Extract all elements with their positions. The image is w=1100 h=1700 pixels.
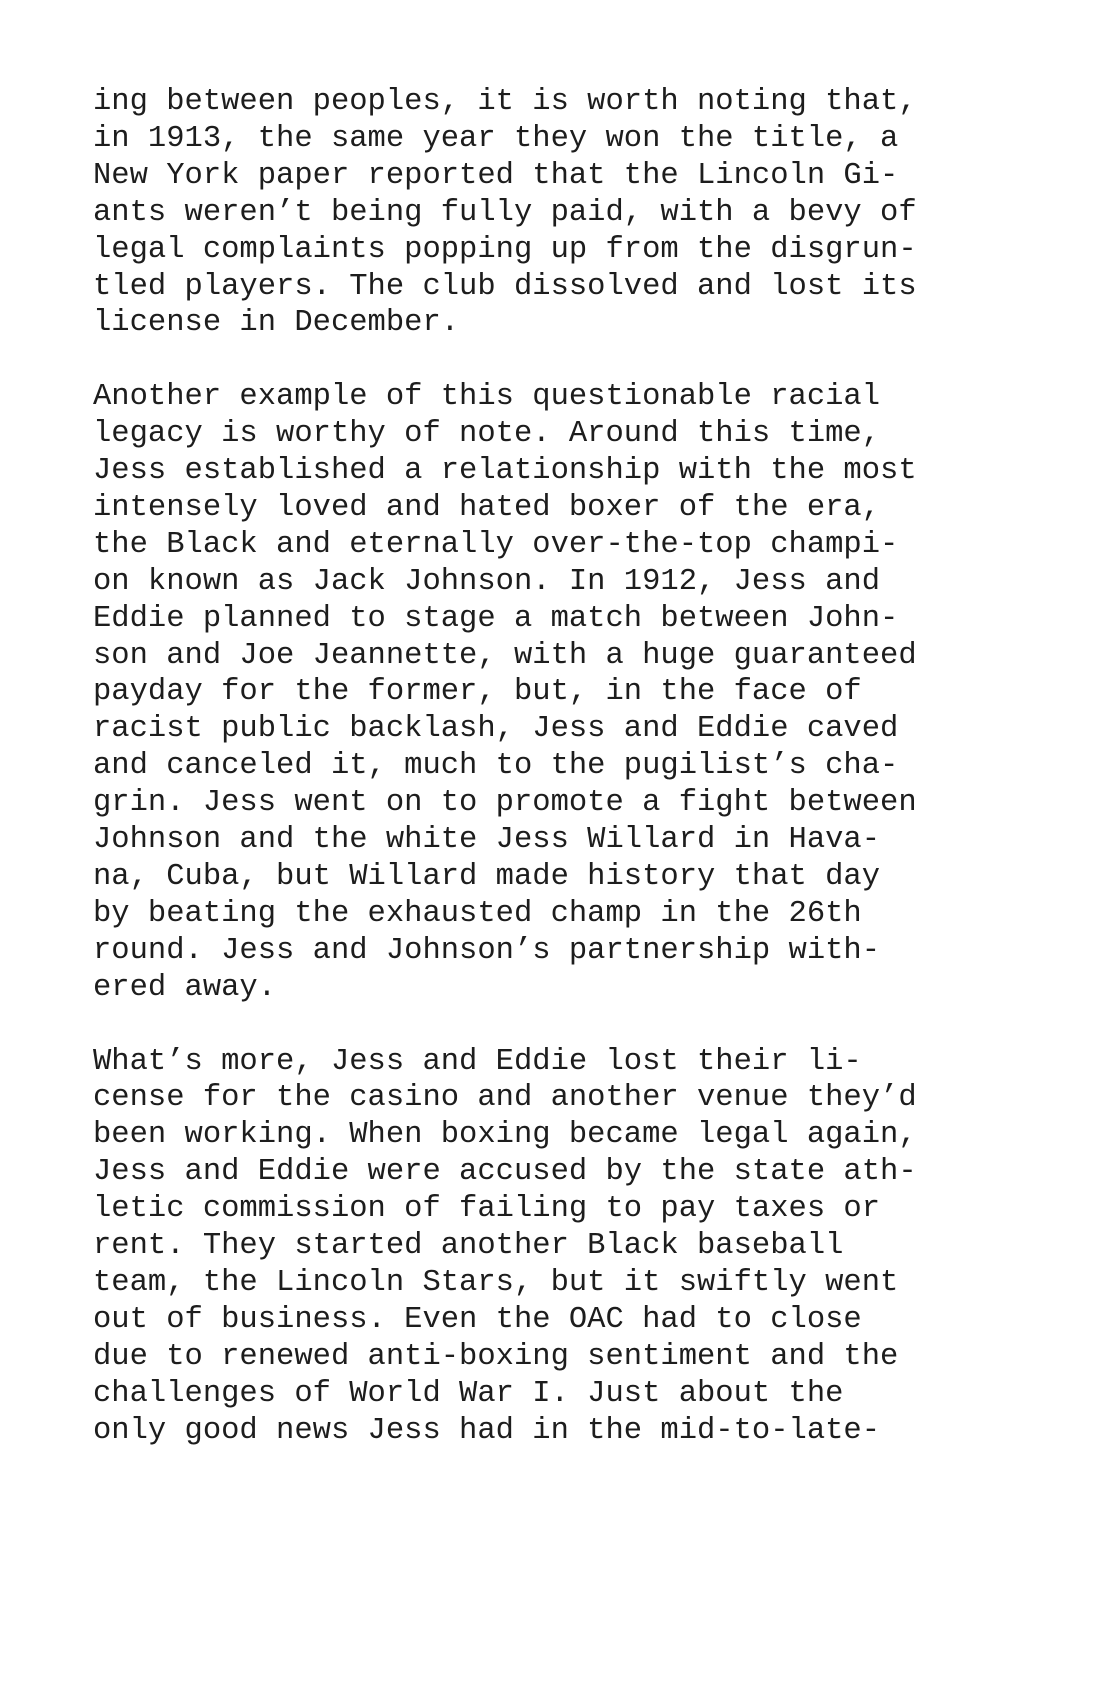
text-line: tled players. The club dissolved and lost its: [93, 269, 917, 304]
text-line: legal complaints popping up from the disgrun-: [93, 232, 917, 267]
text-line: legacy is worthy of note. Around this time,: [93, 417, 881, 452]
paragraph-2: [93, 379, 953, 1006]
text-line: challenges of World War I. Just about the: [93, 1376, 844, 1411]
text-line: on known as Jack Johnson. In 1912, Jess and: [93, 564, 881, 599]
text-line: cense for the casino and another venue they’d: [93, 1081, 917, 1116]
body-text: [93, 84, 953, 1486]
text-line: ants weren’t being fully paid, with a bevy of: [93, 195, 917, 230]
text-line: in 1913, the same year they won the title, a: [93, 121, 899, 156]
text-line: rent. They started another Black baseball: [93, 1229, 844, 1264]
text-line: What’s more, Jess and Eddie lost their li-: [93, 1044, 862, 1079]
text-line: Jess and Eddie were accused by the state ath-: [93, 1155, 917, 1190]
text-line: and canceled it, much to the pugilist’s cha-: [93, 749, 899, 784]
text-line: only good news Jess had in the mid-to-late-: [93, 1413, 881, 1448]
text-line: round. Jess and Johnson’s partnership with-: [93, 933, 881, 968]
text-line: racist public backlash, Jess and Eddie caved: [93, 712, 899, 747]
text-line: ing between peoples, it is worth noting that,: [93, 85, 917, 119]
text-line: team, the Lincoln Stars, but it swiftly went: [93, 1265, 899, 1300]
text-line: due to renewed anti-boxing sentiment and the: [93, 1339, 899, 1374]
text-line: ered away.: [93, 970, 277, 1005]
text-line: na, Cuba, but Willard made history that day: [93, 860, 881, 895]
text-line: license in December.: [93, 306, 460, 341]
text-line: by beating the exhausted champ in the 26th: [93, 896, 862, 931]
text-line: grin. Jess went on to promote a fight between: [93, 786, 917, 821]
text-line: Johnson and the white Jess Willard in Hava-: [93, 823, 881, 858]
text-line: letic commission of failing to pay taxes or: [93, 1192, 881, 1227]
text-line: the Black and eternally over-the-top champi-: [93, 527, 899, 562]
text-line: Eddie planned to stage a match between John-: [93, 601, 899, 636]
text-line: out of business. Even the OAC had to close: [93, 1302, 862, 1337]
text-line: Jess established a relationship with the most: [93, 454, 917, 489]
text-line: New York paper reported that the Lincoln Gi-: [93, 158, 899, 193]
paragraph-1: [93, 84, 953, 342]
text-line: Another example of this questionable racial: [93, 380, 881, 415]
paragraph-3: [93, 1044, 953, 1450]
text-line: been working. When boxing became legal again,: [93, 1118, 917, 1153]
text-line: intensely loved and hated boxer of the era,: [93, 490, 881, 525]
text-line: payday for the former, but, in the face of: [93, 675, 862, 710]
text-line: son and Joe Jeannette, with a huge guaranteed: [93, 638, 917, 673]
